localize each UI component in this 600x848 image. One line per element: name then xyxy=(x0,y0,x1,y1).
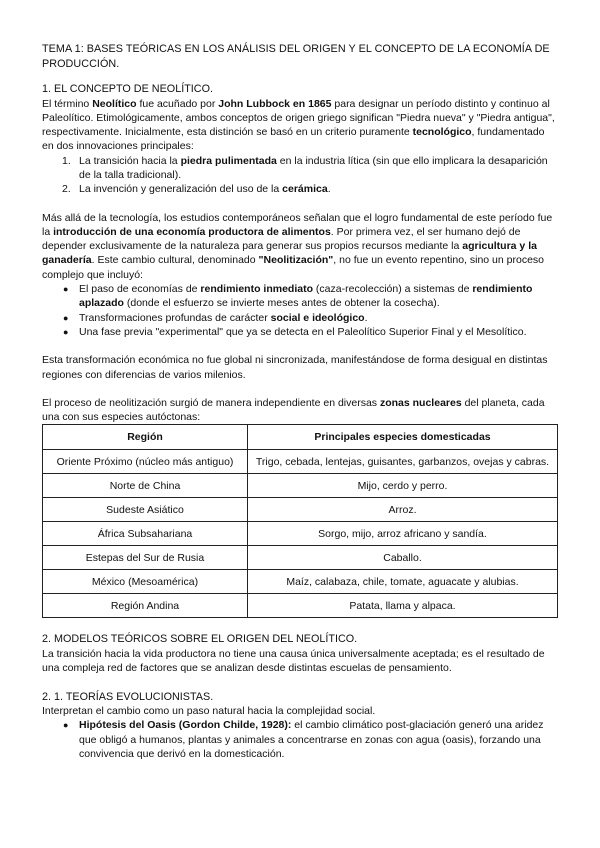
section-2-heading: 2. MODELOS TEÓRICOS SOBRE EL ORIGEN DEL NEOLÍTICO. xyxy=(42,633,358,646)
paragraph-lubbock: El término Neolítico fue acuñado por John Lubbock en 1865 para designar un período distinto y continuo al Paleolítico. Etimológicamente, ambos conceptos de origen griego significan "Piedra nueva" y "Piedra antigua", respectivamente. Inicialmente, esta distinción se basó en un criterio puramente tecnológico, fundamentado en dos innovaciones principales: xyxy=(42,97,555,153)
innovations-list xyxy=(42,154,558,197)
table-cell: Sorgo, mijo, arroz africano y sandía. xyxy=(248,522,558,546)
table-row xyxy=(43,474,558,498)
table-cell: Arroz. xyxy=(248,498,558,522)
table-row xyxy=(43,498,558,522)
table-row xyxy=(43,522,558,546)
table-cell: Región Andina xyxy=(43,594,248,618)
table-cell: Sudeste Asiático xyxy=(43,498,248,522)
list-item: 1. La transición hacia la piedra pulimentada en la industria lítica (sin que ello implicara la desaparición de la talla tradicional). xyxy=(62,154,548,181)
list-item: ● El paso de economías de rendimiento inmediato (caza-recolección) a sistemas de rendimiento aplazado (donde el esfuerzo se invierte meses antes de obtener la cosecha). xyxy=(63,283,533,310)
table-cell: Oriente Próximo (núcleo más antiguo) xyxy=(43,450,248,474)
table-cell: Mijo, cerdo y perro. xyxy=(248,474,558,498)
table-cell: Estepas del Sur de Rusia xyxy=(43,546,248,570)
paragraph-zonas-nucleares: El proceso de neolitización surgió de manera independiente en diversas zonas nucleares del planeta, cada una con sus especies autóctonas: xyxy=(42,396,545,424)
table-row xyxy=(43,546,558,570)
paragraph-modelos: La transición hacia la vida productora no tiene una causa única universalmente aceptada; es el resultado de una compleja red de factores que se analizan desde distintas escuelas de pensamiento. xyxy=(42,647,545,675)
section-2-1-heading: 2. 1. TEORÍAS EVOLUCIONISTAS. xyxy=(42,690,214,703)
process-list xyxy=(42,282,558,339)
table-cell: Patata, llama y alpaca. xyxy=(248,594,558,618)
table-cell: Trigo, cebada, lentejas, guisantes, garbanzos, ovejas y cabras. xyxy=(248,450,558,474)
table-row xyxy=(43,594,558,618)
table-cell: Norte de China xyxy=(43,474,248,498)
table-cell: África Subsahariana xyxy=(43,522,248,546)
table-cell: Caballo. xyxy=(248,546,558,570)
document-title: TEMA 1: BASES TEÓRICAS EN LOS ANÁLISIS DEL ORIGEN Y EL CONCEPTO DE LA ECONOMÍA DE PRODUCCIÓN. xyxy=(42,43,550,70)
list-item: ● Transformaciones profundas de carácter social e ideológico. xyxy=(63,311,368,324)
list-item: ● Hipótesis del Oasis (Gordon Childe, 1928): el cambio climático post-glaciación generó una aridez que obligó a humanos, plantas y animales a concentrarse en zonas con agua (oasis), forzando una convivencia que derivó en la domesticación. xyxy=(63,719,544,760)
table-row xyxy=(43,450,558,474)
section-1-heading: 1. EL CONCEPTO DE NEOLÍTICO. xyxy=(42,83,213,95)
table-row xyxy=(43,570,558,594)
paragraph-desigual: Esta transformación económica no fue global ni sincronizada, manifestándose de forma desigual en distintas regiones con diferencias de varios milenios. xyxy=(42,354,548,381)
table-cell: México (Mesoamérica) xyxy=(43,570,248,594)
table-header-region: Región xyxy=(43,425,248,450)
paragraph-neolitizacion: Más allá de la tecnología, los estudios contemporáneos señalan que el logro fundamental de este período fue la introducción de una economía productora de alimentos. Por primera vez, el ser humano dejó de depender exclusivamente de la naturaleza para generar sus propios recursos mediante la agricultura y la ganadería. Este cambio cultural, denominado "Neolitización", no fue un evento repentino, sino un proceso complejo que incluyó: xyxy=(42,211,553,281)
list-item: 2. La invención y generalización del uso de la cerámica. xyxy=(62,183,331,196)
paragraph-evolucionistas: Interpretan el cambio como un paso natural hacia la complejidad social. xyxy=(42,705,376,718)
table-header-row xyxy=(43,425,558,450)
table-header-species: Principales especies domesticadas xyxy=(248,425,558,450)
table-cell: Maíz, calabaza, chile, tomate, aguacate y alubias. xyxy=(248,570,558,594)
species-table xyxy=(42,424,558,618)
theories-list xyxy=(42,718,558,761)
list-item: ● Una fase previa "experimental" que ya se detecta en el Paleolítico Superior Final y el Mesolítico. xyxy=(63,325,527,338)
